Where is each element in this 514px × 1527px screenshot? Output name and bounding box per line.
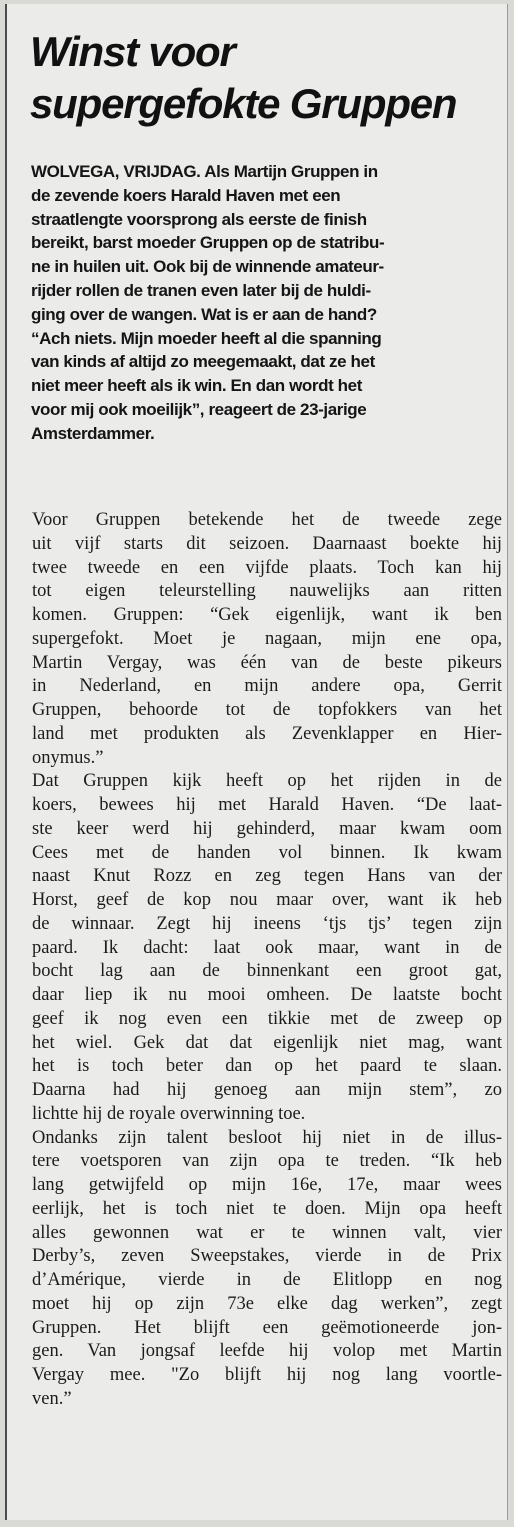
lead-line: van kinds af altijd zo meegemaakt, dat ze het [31, 352, 375, 372]
body-line: Gruppen. Het blijft een geëmotioneerde jon- [32, 1317, 502, 1338]
body-line: de winnaar. Zegt hij ineens ‘tjs tjs’ tegen zijn [32, 913, 502, 934]
lead-paragraph [31, 160, 508, 446]
body-line: geef ik nog even een tikkie met de zweep op [32, 1008, 502, 1029]
lead-line: “Ach niets. Mijn moeder heeft al die spanning [31, 328, 382, 348]
body-line: in Nederland, en mijn andere opa, Gerrit [32, 676, 502, 697]
body-line: ven.” [32, 1388, 72, 1409]
lead-line: ging over de wangen. Wat is er aan de hand? [31, 304, 377, 324]
lead-line: bereikt, barst moeder Gruppen op de statribu- [31, 233, 385, 253]
headline-line: supergefokte Gruppen [30, 80, 457, 127]
body-line: Cees met de handen vol binnen. Ik kwam [32, 842, 502, 863]
body-line: land met produkten als Zevenklapper en Hier- [32, 723, 502, 744]
lead-line: Amsterdammer. [31, 423, 155, 443]
body-line: lichtte hij de royale overwinning toe. [32, 1103, 306, 1124]
body-line: gen. Van jongsaf leefde hij volop met Martin [32, 1341, 502, 1362]
body-line: Gruppen, behoorde tot de topfokkers van het [32, 700, 502, 720]
body-line: d’Amérique, vierde in de Elitlopp en nog [32, 1270, 502, 1290]
body-line: bocht lag aan de binnenkant een groot gat, [32, 961, 502, 982]
body-line: naast Knut Rozz en zeg tegen Hans van der [32, 866, 502, 887]
body-line: tot eigen teleurstelling nauwelijks aan ritten [32, 581, 502, 602]
body-line: onymus.” [32, 747, 104, 768]
lead-line: straatlengte voorsprong als eerste de finish [31, 209, 367, 229]
body-line: alles gewonnen wat er te winnen valt, vier [32, 1222, 502, 1243]
body-line: uit vijf starts dit seizoen. Daarnaast boekte hij [32, 533, 502, 554]
body-line: Daarna had hij genoeg aan mijn stem”, zo [32, 1080, 502, 1100]
lead-line: ne in huilen uit. Ook bij de winnende amateur- [31, 257, 384, 277]
lead-line: WOLVEGA, VRIJDAG. Als Martijn Gruppen in [31, 162, 378, 181]
body-line: twee tweede en een vijfde plaats. Toch kan hij [32, 557, 502, 578]
body-line: Vergay mee. "Zo blijft hij nog lang voortle- [32, 1365, 502, 1385]
headline-line: Winst voor [30, 28, 235, 75]
body-line: koers, bewees hij met Harald Haven. “De laat- [32, 795, 502, 815]
headline [30, 26, 500, 130]
lead-line: niet meer heeft als ik win. En dan wordt het [31, 376, 362, 396]
body-line: Martin Vergay, was één van de beste pikeurs [32, 652, 502, 673]
body-line: Voor Gruppen betekende het de tweede zege [32, 510, 502, 530]
body-line: eerlijk, het is toch niet te doen. Mijn opa heeft [32, 1198, 502, 1219]
lead-line: rijder rollen de tranen even later bij de huldi- [31, 280, 371, 300]
body-line: komen. Gruppen: “Gek eigenlijk, want ik ben [32, 605, 502, 625]
newspaper-clipping [5, 4, 508, 1520]
body-line: paard. Ik dacht: laat ook maar, want in de [32, 937, 502, 958]
body-line: Ondanks zijn talent besloot hij niet in de illus- [32, 1127, 502, 1148]
body-line: lang getwijfeld op mijn 16e, 17e, maar wees [32, 1175, 502, 1195]
body-line: daar liep ik nu mooi omheen. De laatste bocht [32, 985, 502, 1005]
article-body [32, 509, 502, 1412]
lead-line: de zevende koers Harald Haven met een [31, 185, 341, 205]
body-line: ste keer werd hij gehinderd, maar kwam oom [32, 818, 502, 839]
body-line: moet hij op zijn 73e elke dag werken”, zegt [32, 1293, 502, 1314]
body-line: tere voetsporen van zijn opa te treden. “Ik heb [32, 1151, 502, 1172]
body-line: het is toch beter dan op het paard te slaan. [32, 1056, 502, 1077]
body-line: Derby’s, zeven Sweepstakes, vierde in de Prix [32, 1246, 502, 1267]
body-line: Dat Gruppen kijk heeft op het rijden in de [32, 771, 502, 792]
body-line: Horst, geef de kop nou maar over, want ik heb [32, 890, 502, 910]
body-line: supergefokt. Moet je nagaan, mijn ene opa, [32, 628, 502, 649]
lead-line: voor mij ook moeilijk”, reageert de 23-jarige [31, 399, 367, 419]
body-line: het wiel. Gek dat dat eigenlijk niet mag, want [32, 1032, 502, 1053]
